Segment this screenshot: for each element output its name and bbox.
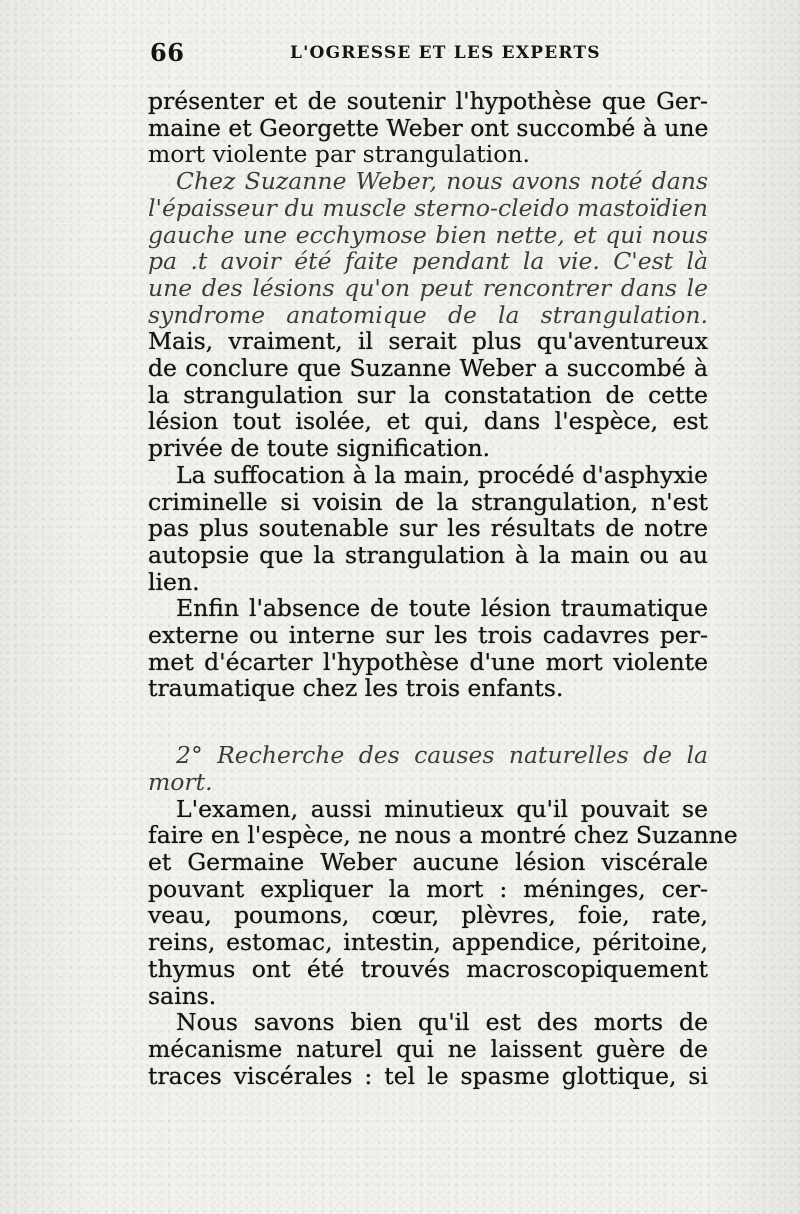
text-line: et Germaine Weber aucune lésion viscérale (148, 847, 708, 876)
text-line: criminelle si voisin de la strangulation, n'est (148, 487, 708, 516)
text-line: met d'écarter l'hypothèse d'une mort violente (148, 647, 708, 676)
text-line: la strangulation sur la constatation de cette (148, 380, 708, 409)
text-line: traces viscérales : tel le spasme glottique, si (148, 1061, 708, 1090)
text-line: sains. (148, 981, 217, 1010)
page-number: 66 (150, 38, 185, 67)
text-line: une des lésions qu'on peut rencontrer dans le (148, 273, 708, 302)
text-line: Enfin l'absence de toute lésion traumatique (176, 594, 708, 623)
text-line: veau, poumons, cœur, plèvres, foie, rate, (148, 901, 708, 930)
text-line: autopsie que la strangulation à la main ou au (148, 540, 708, 569)
text-line: lien. (148, 567, 200, 596)
text-line: externe ou interne sur les trois cadavres per- (148, 621, 708, 650)
text-line: de conclure que Suzanne Weber a succombé à (148, 354, 708, 383)
text-line: syndrome anatomique de la strangulation. (148, 300, 708, 329)
text-line: mort violente par strangulation. (148, 140, 530, 169)
text-line: privée de toute signification. (148, 434, 491, 463)
text-line: faire en l'espèce, ne nous a montré chez Suzanne (148, 821, 738, 850)
text-line: lésion tout isolée, et qui, dans l'espèce, est (148, 407, 708, 436)
section-heading-end: mort. (148, 767, 213, 796)
section-heading: 2° Recherche des causes naturelles de la (176, 741, 708, 770)
text-line: mécanisme naturel qui ne laissent guère de (148, 1034, 708, 1063)
text-line: présenter et de soutenir l'hypothèse que Ger- (148, 87, 708, 115)
text-line: La suffocation à la main, procédé d'asphyxie (176, 460, 708, 489)
text-line: Chez Suzanne Weber, nous avons noté dans (176, 167, 708, 196)
text-line: gauche une ecchymose bien nette, et qui nous (148, 220, 708, 249)
text-line: L'examen, aussi minutieux qu'il pouvait se (176, 794, 708, 823)
body-text (148, 87, 738, 1090)
text-line: thymus ont été trouvés macroscopiquement (148, 954, 708, 983)
text-line: pouvant expliquer la mort : méninges, cer- (148, 874, 708, 903)
text-line: Nous savons bien qu'il est des morts de (176, 1008, 708, 1037)
text-line: reins, estomac, intestin, appendice, péritoine, (148, 928, 708, 957)
text-line: pa .t avoir été faite pendant la vie. C'est là (148, 247, 708, 276)
text-line: maine et Georgette Weber ont succombé à une (148, 113, 709, 142)
text-line: pas plus soutenable sur les résultats de notre (148, 514, 708, 543)
running-head: L'OGRESSE ET LES EXPERTS (290, 43, 601, 63)
text-line: l'épaisseur du muscle sterno-cleido mastoïdien (148, 193, 708, 222)
page-header (150, 38, 710, 72)
text-line: Mais, vraiment, il serait plus qu'aventureux (148, 327, 708, 356)
section-gap (148, 702, 708, 742)
text-line: traumatique chez les trois enfants. (148, 674, 564, 703)
